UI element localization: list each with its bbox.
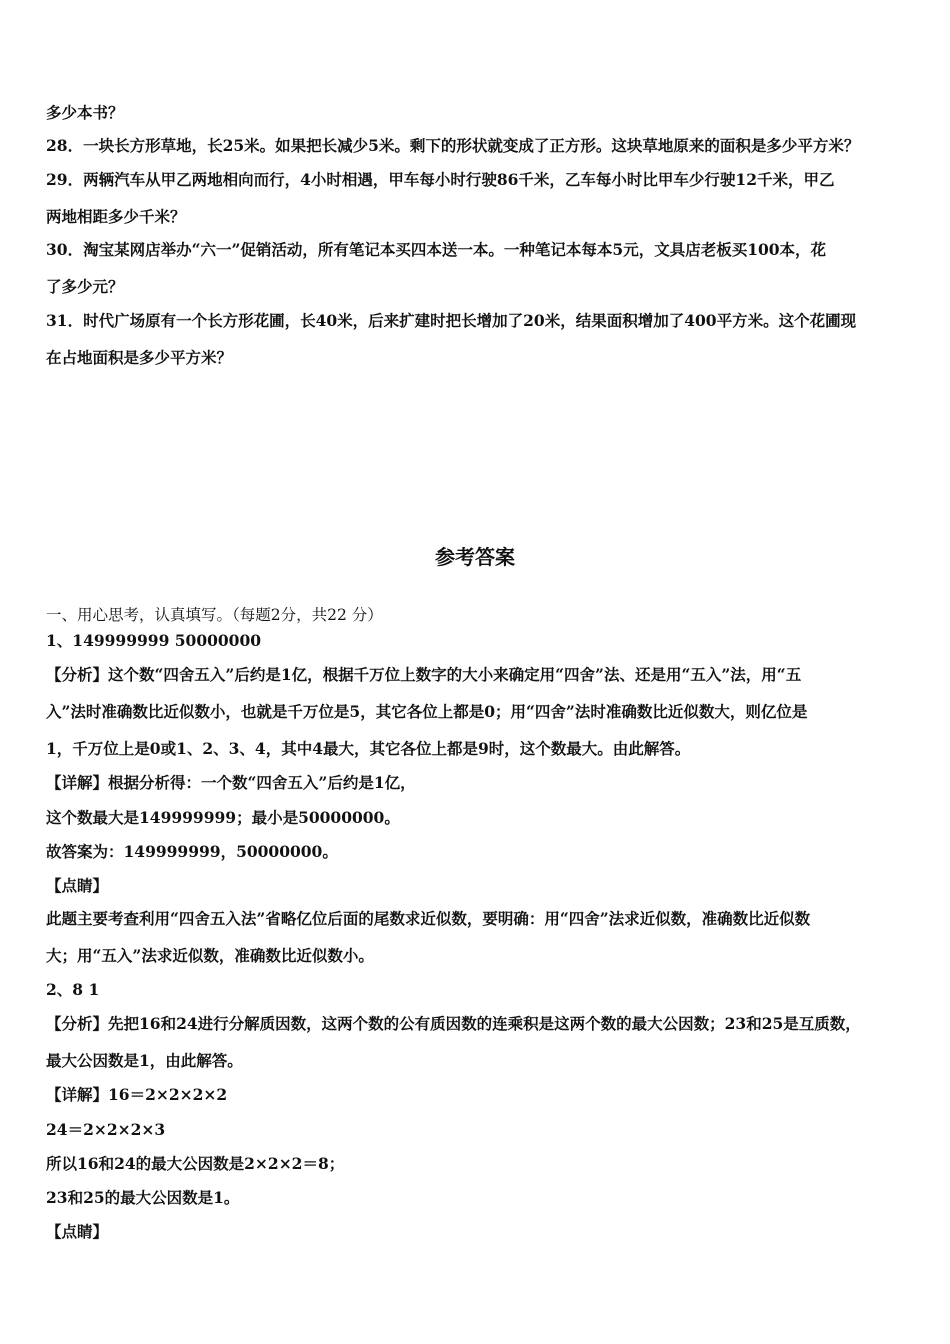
- answer-1-detail-line2: 这个数最大是149999999；最小是50000000。: [46, 808, 400, 827]
- answer-2-detail-line4: 23和25的最大公因数是1。: [46, 1188, 240, 1207]
- answer-2-detail-line2: 24＝2×2×2×3: [46, 1120, 166, 1139]
- question-29-line1: 29．两辆汽车从甲乙两地相向而行，4小时相遇，甲车每小时行驶86千米，乙车每小时比甲车少行驶12千米，甲乙: [46, 170, 835, 189]
- answer-2-detail-line3: 所以16和24的最大公因数是2×2×2＝8；: [46, 1154, 345, 1173]
- answer-1-point-line1: 此题主要考查利用“四舍五入法”省略亿位后面的尾数求近似数，要明确：用“四舍”法求近似数，准确数比近似数: [46, 909, 811, 928]
- answer-2-analysis-line2: 最大公因数是1，由此解答。: [46, 1051, 243, 1070]
- answer-2-detail-line1: 【详解】16＝2×2×2×2: [46, 1085, 228, 1104]
- question-29-line2: 两地相距多少千米？: [46, 207, 186, 226]
- answer-1-analysis-line2: 入”法时准确数比近似数小，也就是千万位是5，其它各位上都是0；用“四舍”法时准确数比近似数大，则亿位是: [46, 702, 808, 721]
- answer-2-label: 2、8 1: [46, 980, 100, 999]
- answer-1-detail-line3: 故答案为：149999999，50000000。: [46, 842, 338, 861]
- question-31-line1: 31．时代广场原有一个长方形花圃，长40米，后来扩建时把长增加了20米，结果面积增加了400平方米。这个花圃现: [46, 311, 857, 330]
- section-1-heading: 一、用心思考，认真填写。（每题2分，共22 分）: [46, 606, 383, 624]
- answer-2-analysis-line1: 【分析】先把16和24进行分解质因数，这两个数的公有质因数的连乘积是这两个数的最大公因数；23和25是互质数，: [46, 1014, 861, 1033]
- answer-2-point-label: 【点睛】: [46, 1222, 109, 1241]
- question-31-line2: 在占地面积是多少平方米？: [46, 348, 233, 367]
- answer-1-point-line2: 大；用“五入”法求近似数，准确数比近似数小。: [46, 946, 374, 965]
- answers-title: 参考答案: [435, 545, 515, 569]
- question-30-line2: 了多少元？: [46, 277, 124, 296]
- q27-tail: 多少本书？: [46, 103, 124, 122]
- answer-1-label: 1、149999999 50000000: [46, 631, 262, 650]
- answer-1-analysis-line1: 【分析】这个数“四舍五入”后约是1亿，根据千万位上数字的大小来确定用“四舍”法、还是用“五入”法，用“五: [46, 665, 802, 684]
- question-28: 28．一块长方形草地，长25米。如果把长减少5米。剩下的形状就变成了正方形。这块草地原来的面积是多少平方米？: [46, 136, 860, 155]
- answer-1-analysis-line3: 1，千万位上是0或1、2、3、4，其中4最大，其它各位上都是9时，这个数最大。由此解答。: [46, 739, 691, 758]
- question-30-line1: 30．淘宝某网店举办“六一”促销活动，所有笔记本买四本送一本。一种笔记本每本5元，文具店老板买100本，花: [46, 240, 827, 259]
- answer-1-detail-line1: 【详解】根据分析得：一个数“四舍五入”后约是1亿，: [46, 773, 416, 792]
- answer-1-point-label: 【点睛】: [46, 876, 109, 895]
